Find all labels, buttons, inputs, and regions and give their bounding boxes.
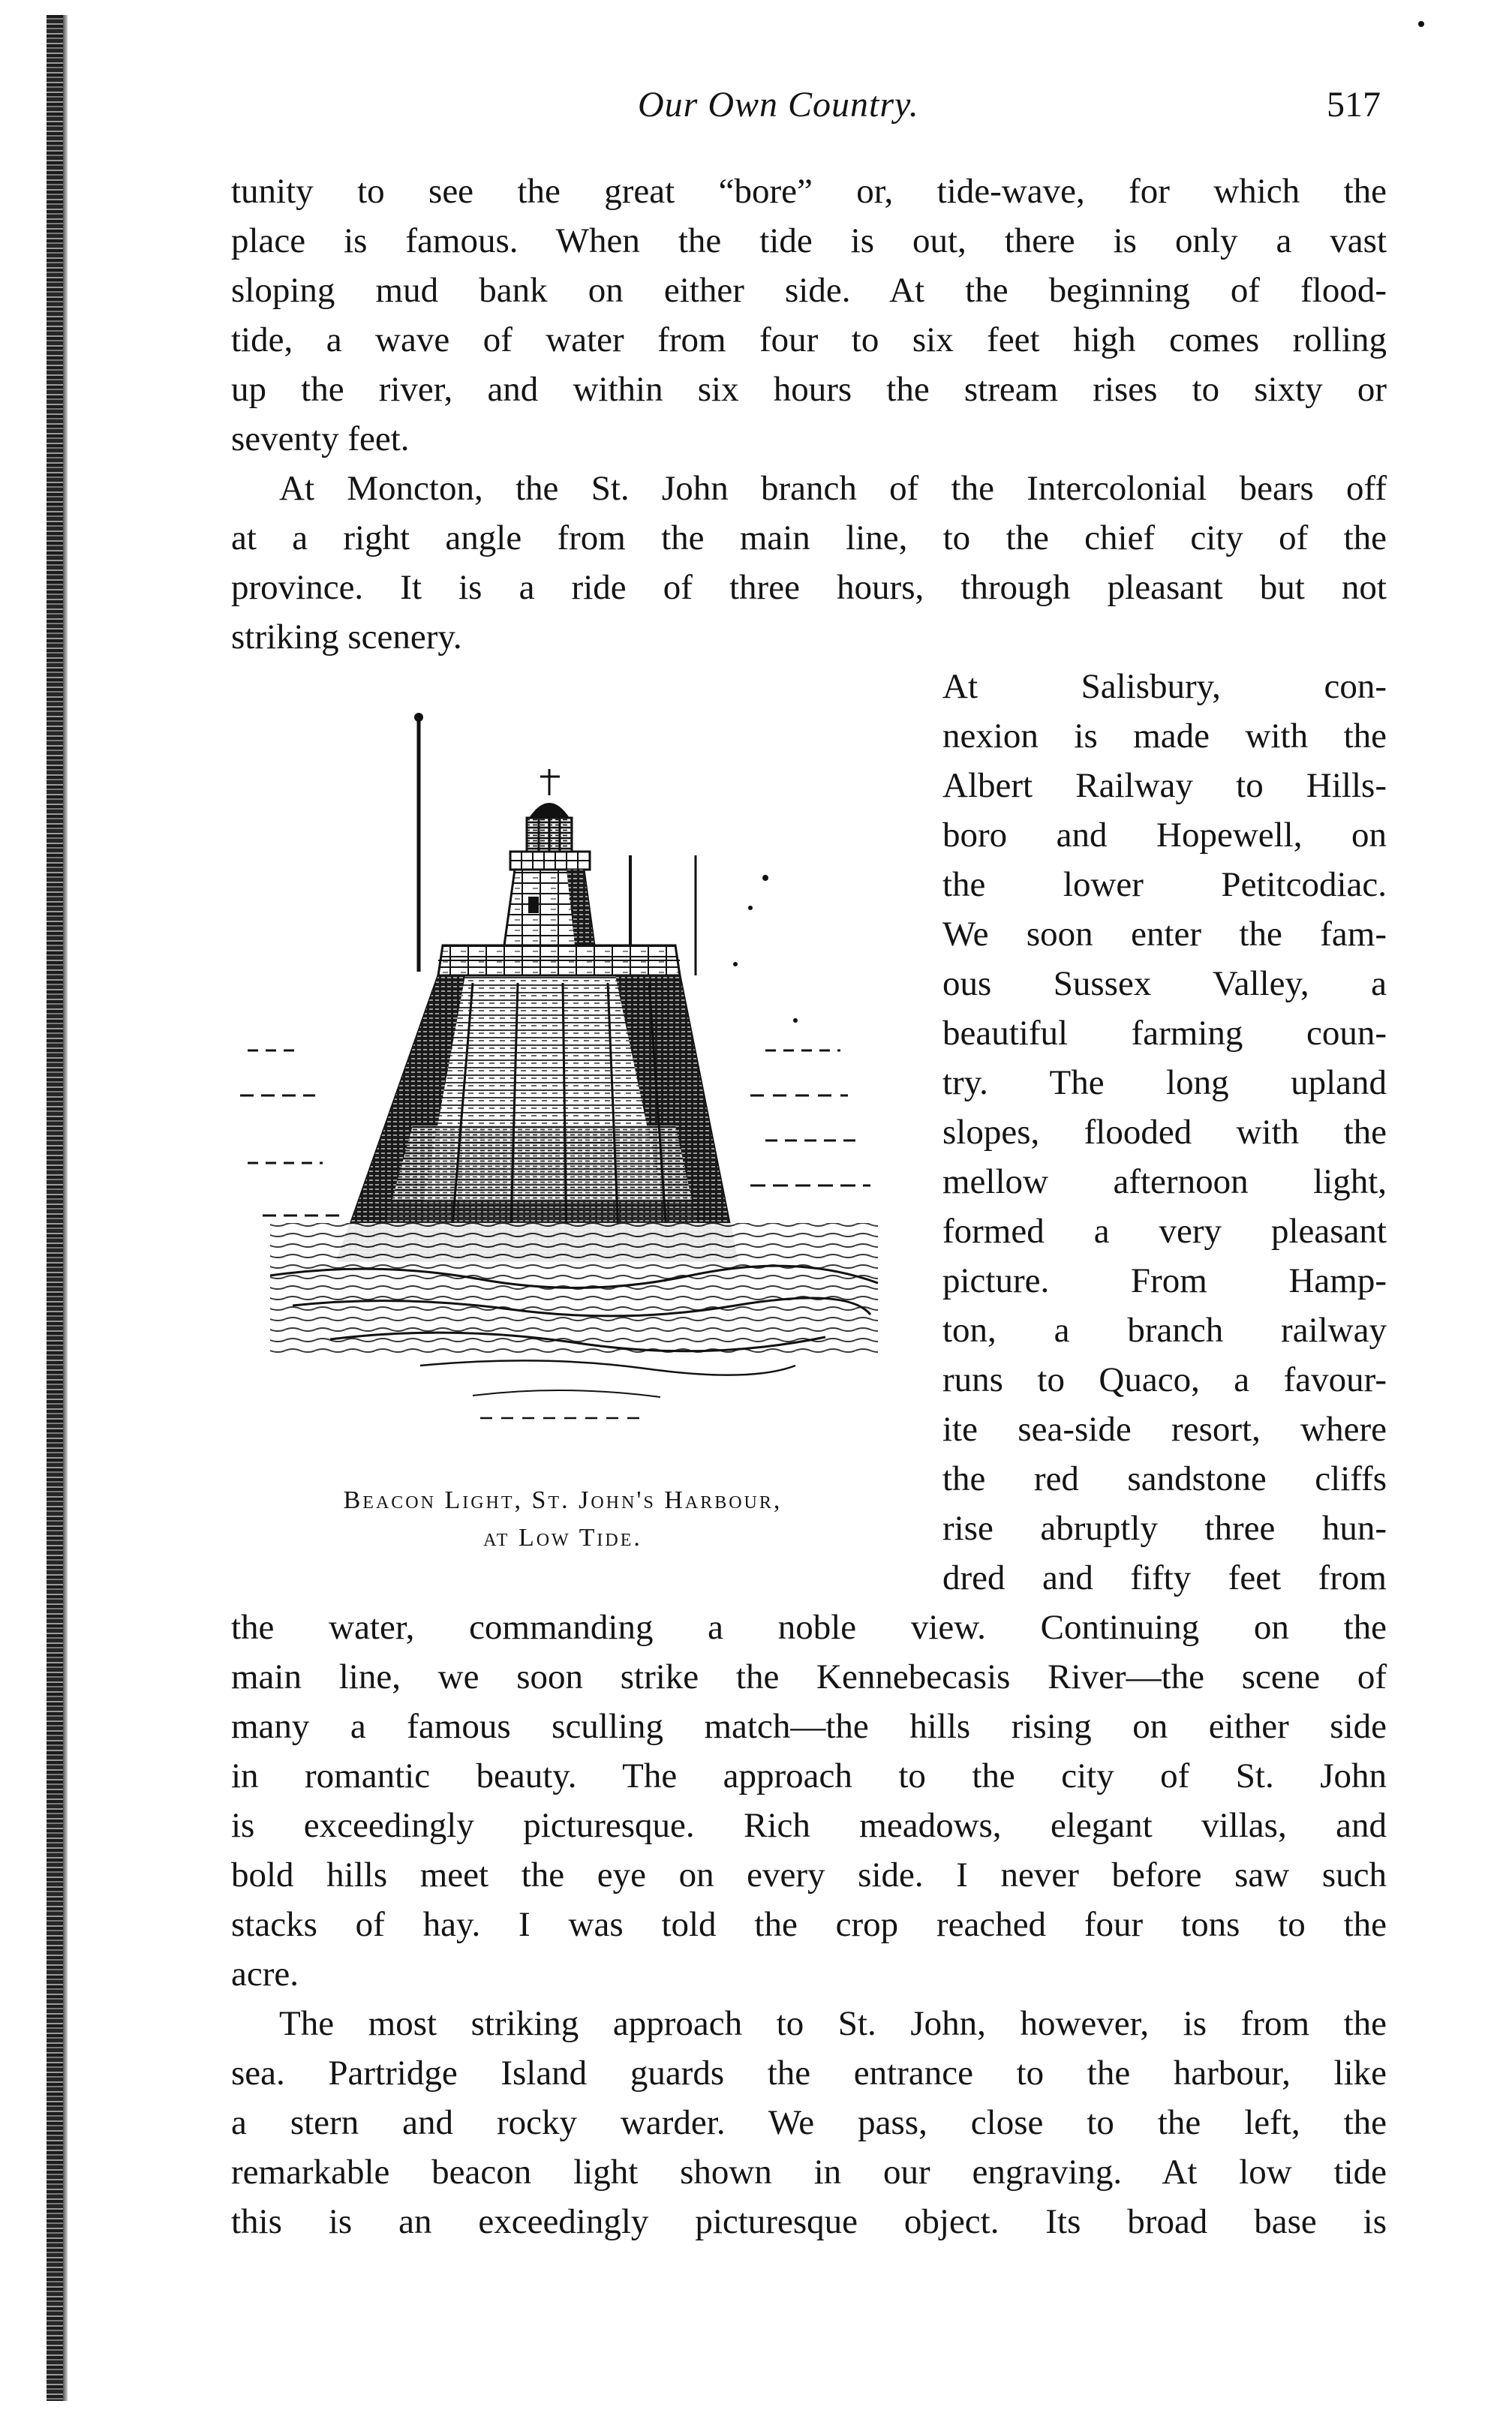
running-title: Our Own Country. xyxy=(638,85,919,125)
text-line: this is an exceedingly picturesque object. Its broad base is xyxy=(231,2202,1387,2241)
text-line: sea. Partridge Island guards the entrance to the harbour, like xyxy=(231,2054,1387,2093)
text-line: sloping mud bank on either side. At the beginning of flood- xyxy=(231,271,1387,310)
text-line: bold hills meet the eye on every side. I never before saw such xyxy=(231,1856,1387,1895)
text-line: At Moncton, the St. John branch of the Intercolonial bears off xyxy=(279,469,1387,508)
text-line: remarkable beacon light shown in our engraving. At low tide xyxy=(231,2153,1387,2192)
text-line: in romantic beauty. The approach to the city of St. John xyxy=(231,1756,1387,1795)
column-text-line: picture. From Hamp- xyxy=(942,1261,1387,1300)
column-text-line: ite sea-side resort, where xyxy=(942,1410,1387,1449)
page-gutter-shadow xyxy=(63,15,68,2401)
text-line: main line, we soon strike the Kennebecasis River—the scene of xyxy=(231,1657,1387,1696)
column-text-line: slopes, flooded with the xyxy=(942,1113,1387,1152)
column-text-line: try. The long upland xyxy=(942,1063,1387,1102)
text-line: place is famous. When the tide is out, there is only a vast xyxy=(231,221,1387,260)
text-line: many a famous sculling match—the hills rising on either side xyxy=(231,1707,1387,1746)
book-binding-edge xyxy=(47,15,63,2401)
column-text-line: ous Sussex Valley, a xyxy=(942,964,1387,1003)
column-text-line: Albert Railway to Hills- xyxy=(942,766,1387,805)
text-line: tunity to see the great “bore” or, tide-wave, for which the xyxy=(231,172,1387,211)
column-text-line: dred and fifty feet from xyxy=(942,1558,1387,1597)
text-line: stacks of hay. I was told the crop reached four tons to the xyxy=(231,1905,1387,1944)
column-text-line: rise abruptly three hun- xyxy=(942,1509,1387,1548)
column-text-line: We soon enter the fam- xyxy=(942,915,1387,954)
text-line: acre. xyxy=(231,1955,299,1994)
column-text-line: mellow afternoon light, xyxy=(942,1162,1387,1201)
text-line: is exceedingly picturesque. Rich meadows, elegant villas, and xyxy=(231,1806,1387,1845)
text-line: at a right angle from the main line, to the chief city of the xyxy=(231,518,1387,557)
column-text-line: formed a very pleasant xyxy=(942,1212,1387,1251)
column-text-line: runs to Quaco, a favour- xyxy=(942,1360,1387,1399)
text-line: tide, a wave of water from four to six feet high comes rolling xyxy=(231,320,1387,359)
page-header xyxy=(225,84,1381,137)
text-line: striking scenery. xyxy=(231,618,462,657)
column-text-line: the lower Petitcodiac. xyxy=(942,865,1387,904)
figure-caption-line-2: at Low Tide. xyxy=(483,1524,642,1552)
page-number: 517 xyxy=(1327,85,1381,125)
lighthouse-engraving xyxy=(225,705,900,1493)
column-text-line: At Salisbury, con- xyxy=(942,667,1387,706)
column-text-line: nexion is made with the xyxy=(942,717,1387,756)
text-line: up the river, and within six hours the stream rises to sixty or xyxy=(231,370,1387,409)
column-text-line: the red sandstone cliffs xyxy=(942,1459,1387,1498)
column-text-line: boro and Hopewell, on xyxy=(942,816,1387,855)
figure-caption-line-1: Beacon Light, St. John's Harbour, xyxy=(343,1486,783,1514)
ink-speck xyxy=(1418,21,1424,27)
text-line: a stern and rocky warder. We pass, close to the left, the xyxy=(231,2103,1387,2142)
column-text-line: beautiful farming coun- xyxy=(942,1014,1387,1053)
text-line: The most striking approach to St. John, however, is from the xyxy=(279,2004,1387,2043)
text-line: province. It is a ride of three hours, through pleasant but not xyxy=(231,568,1387,607)
text-line: seventy feet. xyxy=(231,419,410,458)
column-text-line: ton, a branch railway xyxy=(942,1311,1387,1350)
text-line: the water, commanding a noble view. Continuing on the xyxy=(231,1608,1387,1647)
